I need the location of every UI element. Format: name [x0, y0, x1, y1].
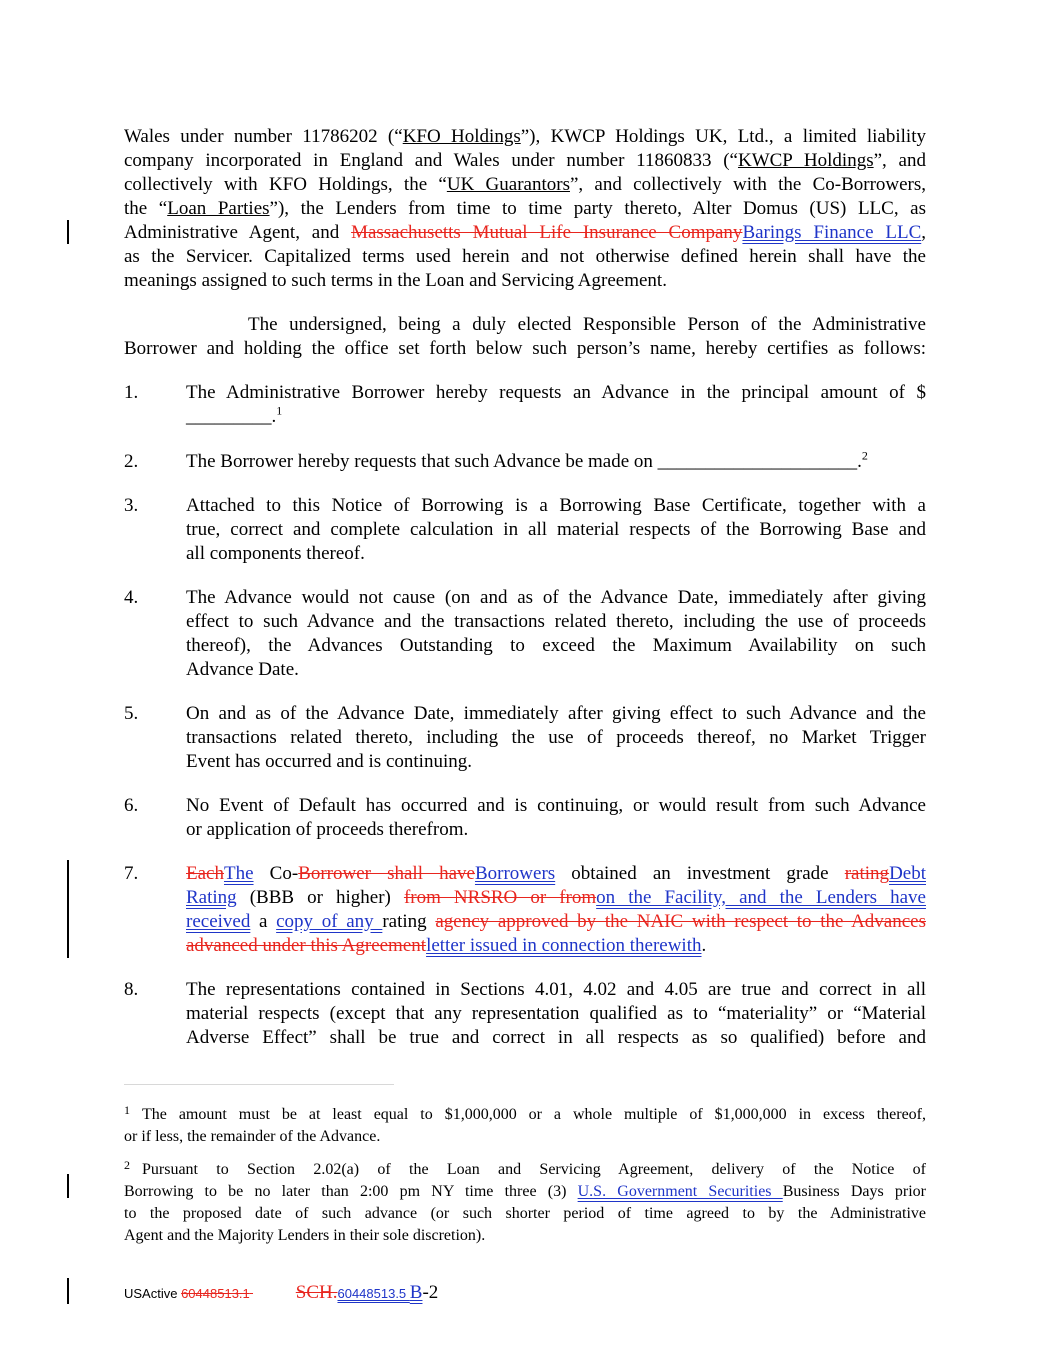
deleted-text: Borrower shall have: [298, 863, 475, 884]
item-line: thereof), the Advances Outstanding to exceed the Maximum Availability on such: [186, 635, 926, 656]
intro-text: collectively with KFO Holdings, the “: [124, 174, 447, 195]
change-bar-footnote2: [67, 1174, 69, 1198]
item-line: [186, 405, 926, 429]
footer-doc-id: USActive: [124, 1286, 182, 1301]
defined-term-loan-parties: Loan Parties: [167, 198, 270, 219]
footnote-line: Agent and the Majority Lenders in their sole discretion).: [124, 1227, 486, 1244]
defined-term-kwcp-holdings: KWCP Holdings: [737, 150, 874, 171]
deleted-text: from NRSRO or from: [403, 887, 597, 908]
footnote-line: to the proposed date of such advance (or such shorter period of time agreed to by the Administrative: [124, 1205, 926, 1222]
item-line: The representations contained in Sections 4.01, 4.02 and 4.05 are true and correct in all: [186, 979, 926, 1000]
item-line: or application of proceeds therefrom.: [186, 819, 469, 840]
item-line: Adverse Effect” shall be true and correct in all respects as so qualified) before and: [186, 1027, 926, 1048]
item-number: 2.: [124, 451, 139, 472]
item-line: No Event of Default has occurred and is continuing, or would result from such Advance: [186, 795, 926, 816]
item-text: [186, 450, 926, 474]
item-text-run: .: [701, 935, 707, 956]
intro-line-7: meanings assigned to such terms in the Loan and Servicing Agreement.: [124, 270, 667, 291]
item-text-run: (BBB or higher): [236, 887, 404, 908]
item-text-run: rating: [382, 911, 436, 932]
footnote-separator: [124, 1084, 394, 1085]
item-text-run: obtained an investment grade: [555, 863, 845, 884]
item-line: Attached to this Notice of Borrowing is a Borrowing Base Certificate, together with a: [186, 495, 926, 516]
intro-paragraph: [124, 125, 926, 293]
inserted-text: The: [223, 863, 254, 884]
blank-amount: _________.: [186, 406, 277, 427]
item-line-text: The Borrower hereby requests that such Advance be made on _____________________.: [186, 451, 862, 472]
intro-text: Administrative Agent, and: [124, 222, 352, 243]
item-number: 5.: [124, 703, 139, 724]
inserted-text: copy of any: [276, 911, 383, 932]
page-number: -2: [422, 1282, 439, 1303]
footnote-ref-2: 2: [861, 448, 868, 463]
intro-text: company incorporated in England and Wales under number 11860833 (“: [124, 150, 738, 171]
footnote-text: Business Days prior: [782, 1183, 926, 1200]
item-line: material respects (except that any representation qualified as to “materiality” or “Material: [186, 1003, 926, 1024]
item-number: 1.: [124, 382, 139, 403]
intro-line-3: [124, 173, 926, 197]
deleted-text: Each: [186, 863, 224, 884]
intro-text: ”), the Lenders from time to time party thereto, Alter Domus (US) LLC, as: [269, 198, 926, 219]
item-text: [186, 794, 926, 842]
item-number: 7.: [124, 863, 139, 884]
footnote-mark: 2: [124, 1158, 130, 1172]
intro-text: ”), KWCP Holdings UK, Ltd., a limited liability: [520, 126, 926, 147]
footnote-line: [124, 1154, 926, 1181]
deleted-text: advanced under this Agreement: [186, 935, 427, 956]
inserted-text: Barings Finance LLC: [742, 222, 922, 243]
deleted-text: Massachusetts Mutual Life Insurance Company: [351, 222, 743, 243]
item-line: effect to such Advance and the transactions related thereto, including the use of proceeds: [186, 611, 926, 632]
item-line: transactions related thereto, including the use of proceeds thereof, no Market Trigger: [186, 727, 926, 748]
item-number: 3.: [124, 495, 139, 516]
certify-line-2: Borrower and holding the office set forth below such person’s name, hereby certifies as follows:: [124, 338, 926, 359]
footnote-2: [124, 1154, 926, 1247]
item-text: [186, 978, 926, 1050]
item-text: [186, 381, 926, 429]
certify-line-1: The undersigned, being a duly elected Responsible Person of the Administrative: [248, 314, 926, 335]
item-line: [186, 886, 926, 910]
item-text-run: a: [250, 911, 277, 932]
inserted-text: Borrowers: [474, 863, 556, 884]
item-line: all components thereof.: [186, 543, 365, 564]
item-text: [186, 702, 926, 774]
defined-term-kfo-holdings: KFO Holdings: [402, 126, 521, 147]
item-line: [186, 862, 926, 886]
item-number: 8.: [124, 979, 139, 1000]
intro-text: the “: [124, 198, 168, 219]
inserted-text: letter issued in connection therewith: [426, 935, 702, 956]
item-text: [186, 494, 926, 566]
intro-line-4: [124, 197, 926, 221]
inserted-text: U.S. Government Securities: [577, 1183, 783, 1200]
intro-text: ”, and: [873, 150, 926, 171]
footnote-text: The amount must be at least equal to $1,000,000 or a whole multiple of $1,000,000 in excess thereof,: [142, 1106, 926, 1123]
item-line: The Administrative Borrower hereby requests an Advance in the principal amount of $: [186, 382, 926, 403]
intro-line-6: as the Servicer. Capitalized terms used herein and not otherwise defined herein shall have the: [124, 246, 926, 267]
footnote-line: [124, 1181, 926, 1203]
change-bar-intro: [67, 220, 69, 244]
inserted-doc-number: 60448513.5: [337, 1286, 410, 1301]
item-text-run: Co-: [253, 863, 299, 884]
intro-text: ”, and collectively with the Co-Borrowers,: [569, 174, 927, 195]
item-text: [186, 862, 926, 958]
deleted-doc-number: 60448513.1: [181, 1286, 250, 1301]
item-number: 4.: [124, 587, 139, 608]
item-text: [186, 586, 926, 682]
footnote-ref-1: 1: [276, 403, 283, 418]
change-bar-item7: [67, 860, 69, 958]
intro-line-1: [124, 125, 926, 149]
footnote-line: or if less, the remainder of the Advance.: [124, 1128, 381, 1145]
inserted-text: Debt: [889, 863, 926, 884]
footnote-text: Pursuant to Section 2.02(a) of the Loan and Servicing Agreement, delivery of the Notice of: [142, 1161, 926, 1178]
footnote-line: [124, 1099, 926, 1126]
inserted-text: received: [186, 911, 251, 932]
defined-term-uk-guarantors: UK Guarantors: [446, 174, 570, 195]
deleted-sch: SCH.: [295, 1282, 338, 1303]
certify-paragraph: [124, 313, 926, 361]
item-number: 6.: [124, 795, 139, 816]
change-bar-footer: [67, 1278, 69, 1304]
intro-text: Wales under number 11786202 (“: [124, 126, 403, 147]
deleted-spacer: [250, 1283, 296, 1305]
item-line: The Advance would not cause (on and as of the Advance Date, immediately after giving: [186, 587, 926, 608]
inserted-text: Rating: [186, 887, 237, 908]
footnote-text: Borrowing to be no later than 2:00 pm NY time three (3): [124, 1183, 578, 1200]
item-line: Advance Date.: [186, 659, 299, 680]
item-line: [186, 450, 926, 474]
inserted-text: on the Facility, and the Lenders have: [596, 887, 926, 908]
item-line: true, correct and complete calculation in all material respects of the Borrowing Base and: [186, 519, 926, 540]
intro-line-5: [124, 221, 926, 245]
item-line: Event has occurred and is continuing.: [186, 751, 472, 772]
deleted-text: rating: [844, 863, 890, 884]
item-line: [186, 910, 926, 934]
intro-text: ,: [921, 222, 926, 243]
intro-line-2: [124, 149, 926, 173]
inserted-page-letter: B: [409, 1282, 423, 1303]
page-footer: [124, 1282, 438, 1305]
item-line: On and as of the Advance Date, immediately after giving effect to such Advance and the: [186, 703, 926, 724]
item-line: [186, 934, 926, 958]
footnote-mark: 1: [124, 1103, 130, 1117]
footnote-1: [124, 1099, 926, 1148]
deleted-text: agency approved by the NAIC with respect to the Advances: [435, 911, 926, 932]
